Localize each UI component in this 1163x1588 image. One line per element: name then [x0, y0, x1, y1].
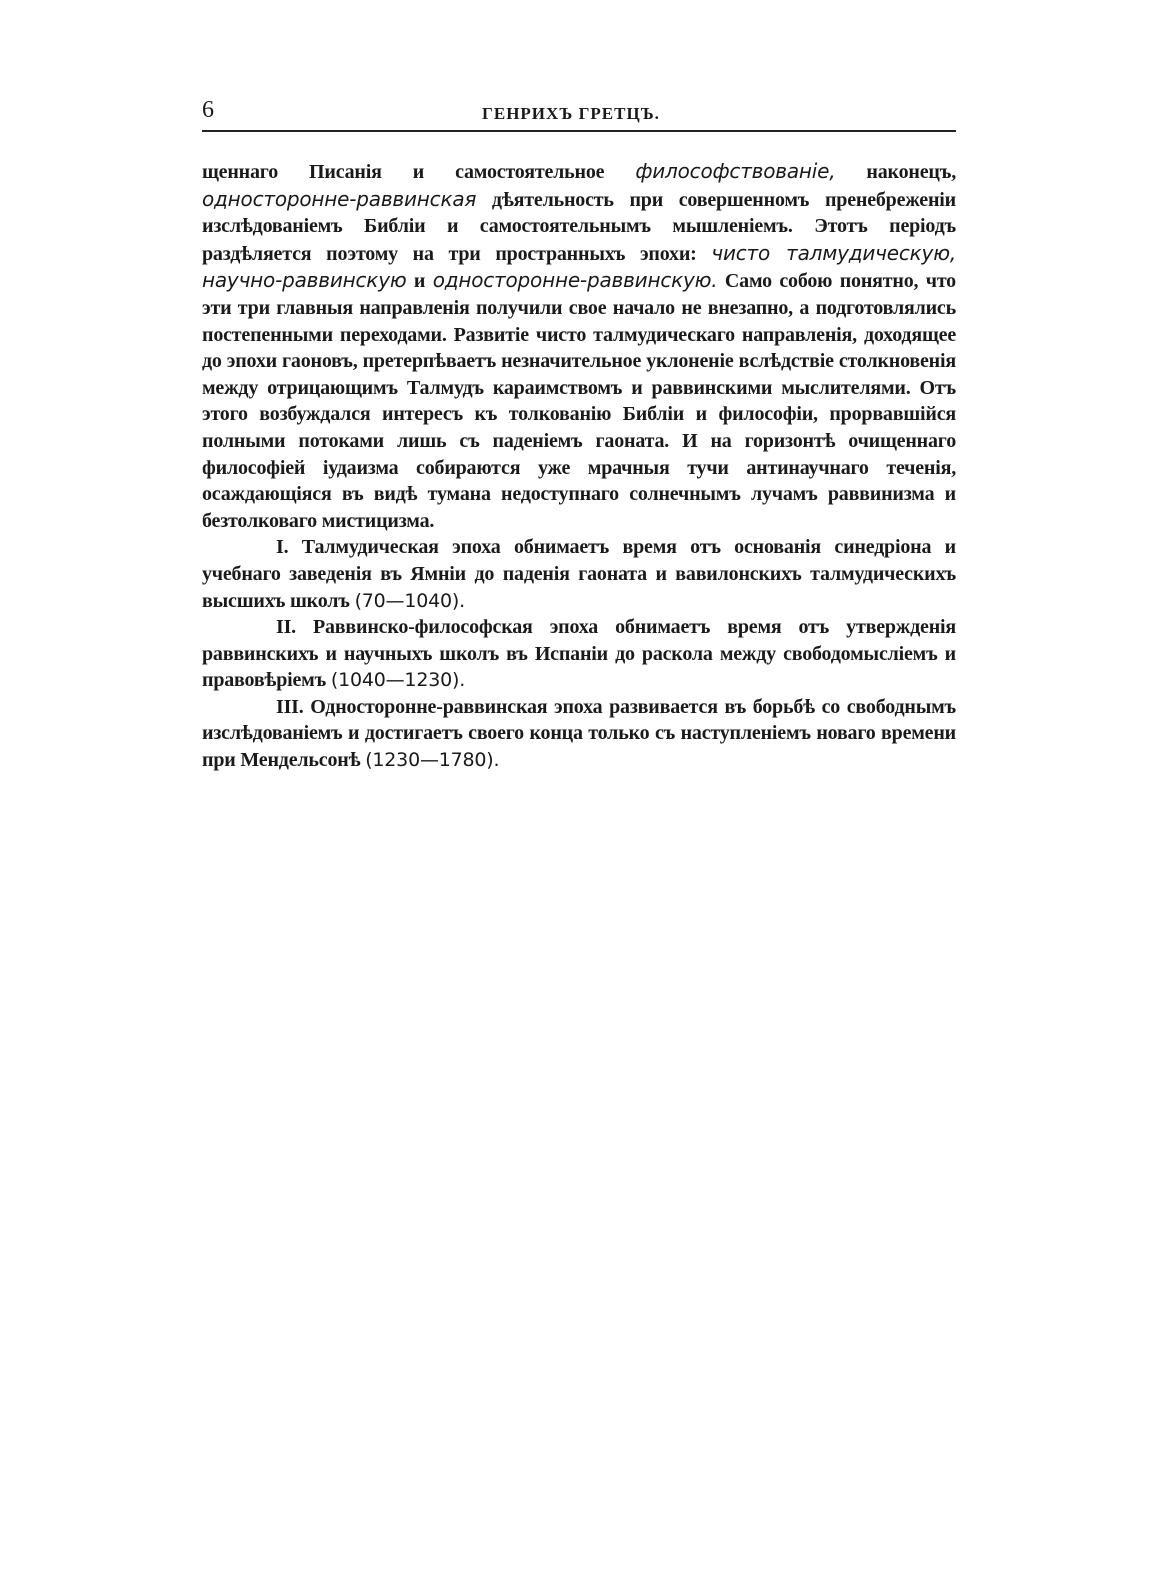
text-run: II. Раввинско-философская эпоха обнимаетъ время отъ утвержденія раввинскихъ и научныхъ школъ въ Испаніи до раскола между свободомысліемъ и правовѣріемъ [202, 616, 956, 692]
italic-term: односторонне-раввинская [202, 186, 477, 211]
date-range: (1040—1230). [330, 669, 466, 692]
page-number: 6 [202, 97, 214, 123]
text-run: щеннаго Писанія и самостоятельное [202, 161, 636, 183]
running-head [186, 96, 956, 130]
date-range: (1230—1780). [365, 749, 500, 772]
date-range: (70—1040). [354, 589, 465, 612]
italic-term: односторонне-раввинскую. [432, 268, 718, 293]
text-run: дѣятельность при совершенномъ пренебреженіи изслѣдованіемъ Библіи и самостоятельнымъ мышленіемъ. Этотъ періодъ раздѣляется поэтому на три пространныхъ эпохи: [202, 188, 956, 265]
book-page [186, 96, 956, 772]
text-run: I. Талмудическая эпоха обнимаетъ время отъ основанія синедріона и учебнаго заведенія въ Ямніи до паденія гаоната и вавилонскихъ талмудическихъ высшихъ школъ [202, 536, 956, 612]
italic-term: философствованіе, [635, 159, 836, 183]
paragraph-epoch-1 [202, 534, 956, 614]
body-text [202, 158, 956, 774]
italic-term: чисто талмудическую, научно-раввинскую [202, 240, 956, 293]
header-rule [202, 130, 956, 132]
text-run: Само собою понятно, что эти три главныя направленія получили свое начало не внезапно, а подготовлялись постепенными переходами. Развитіе чисто талмудическаго направленія, доходящее до эпохи гаоновъ, претерпѣваетъ незначительное уклоненіе вслѣдствіе столкновенія между отрицающимъ Талмудъ караимствомъ и раввинскими мыслителями. Отъ этого возбуждался интересъ къ толкованію Библіи и философіи, прорвавшійся полными потоками лишь съ паденіемъ гаоната. И на горизонтѣ очищеннаго философіей іудаизма собираются уже мрачныя тучи антинаучнаго теченія, осаждающіяся въ видѣ тумана недоступнаго солнечнымъ лучамъ раввинизма и безтолковаго мистицизма. [202, 270, 956, 532]
paragraph-continuation [202, 158, 956, 534]
text-run: III. Односторонне-раввинская эпоха развивается въ борьбѣ со свободнымъ изслѣдованіемъ и достигаетъ своего конца только съ наступленіемъ новаго времени при Мендельсонѣ [202, 695, 956, 772]
text-run: наконецъ, [835, 161, 956, 183]
text-run: и [406, 270, 433, 293]
paragraph-epoch-3 [202, 694, 956, 774]
paragraph-epoch-2 [202, 614, 956, 694]
running-title: ГЕНРИХЪ ГРЕТЦЪ. [482, 104, 660, 123]
